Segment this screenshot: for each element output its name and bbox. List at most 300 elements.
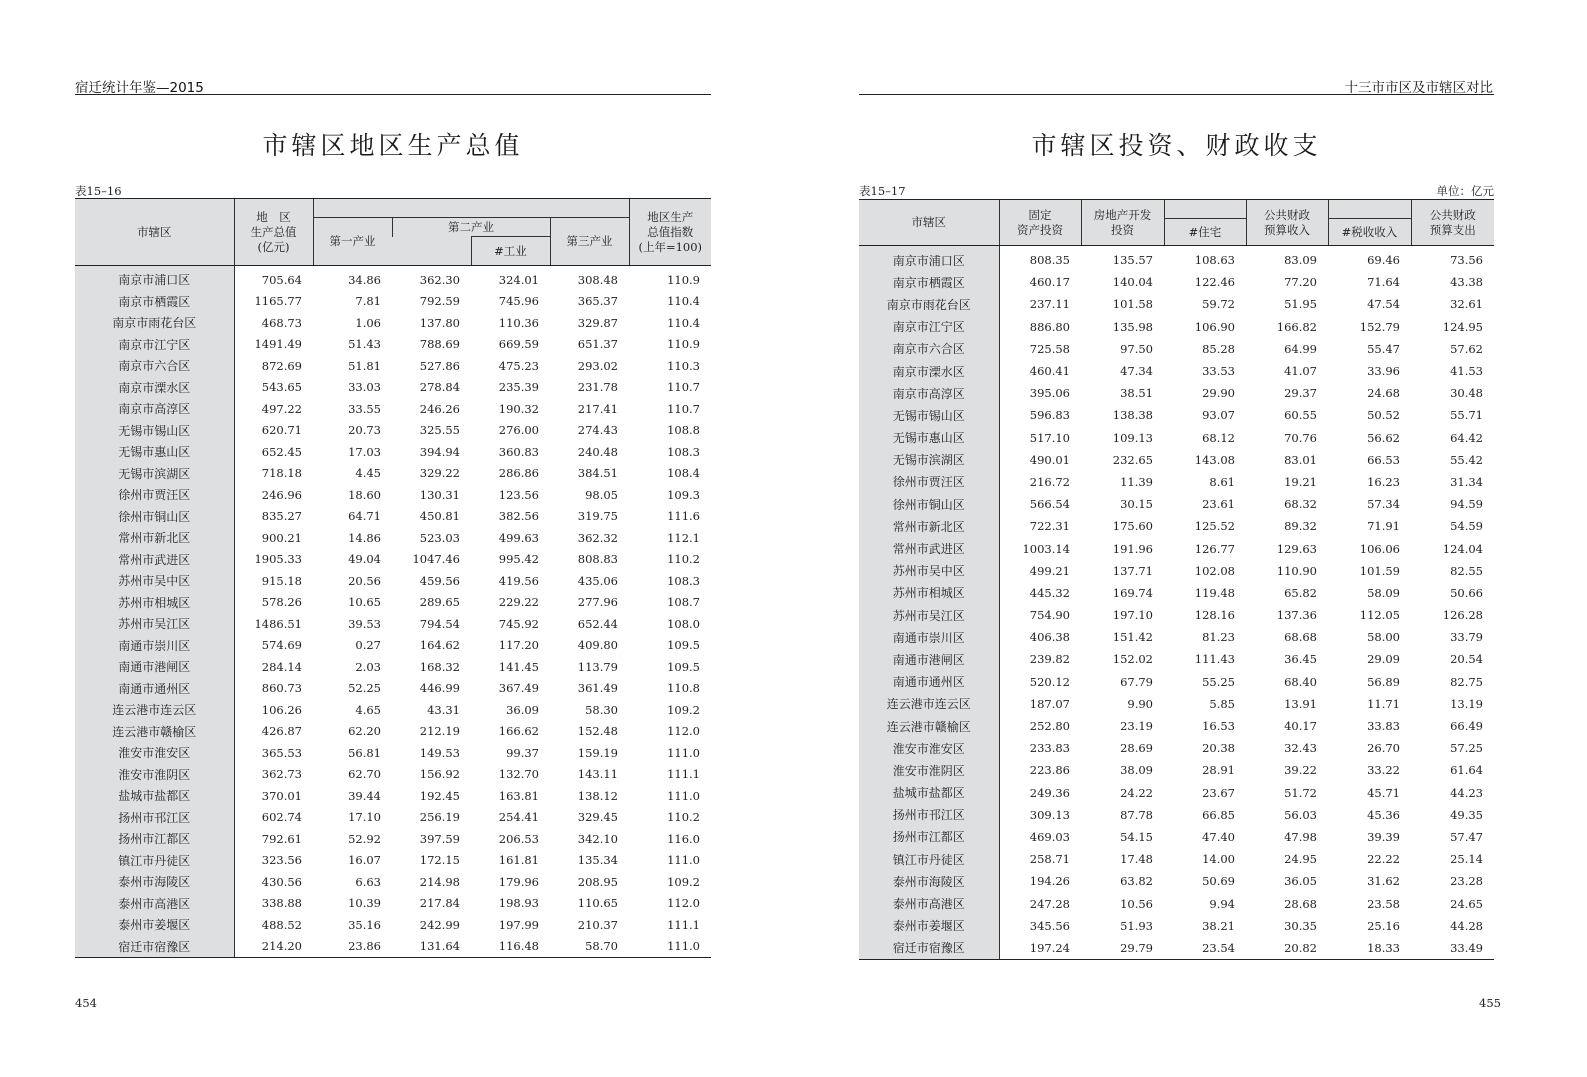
value-cell: 497.22	[261, 401, 302, 416]
value-cell: 159.19	[577, 745, 618, 760]
district-name: 宿迁市宿豫区	[75, 936, 234, 958]
district-name: 连云港市赣榆区	[75, 721, 234, 743]
value-cell: 995.42	[498, 552, 539, 567]
value-cell: 56.89	[1367, 674, 1400, 689]
value-cell: 338.88	[261, 896, 302, 911]
value-cell: 143.11	[577, 767, 618, 782]
value-cell: 56.03	[1284, 807, 1317, 822]
district-name: 泰州市高港区	[75, 893, 234, 915]
value-cell: 395.06	[1029, 386, 1070, 401]
value-cell: 47.54	[1367, 297, 1400, 312]
table-row	[859, 427, 1494, 449]
value-cell: 52.92	[348, 831, 381, 846]
value-cell: 168.32	[419, 659, 460, 674]
value-cell: 82.55	[1450, 563, 1483, 578]
value-cell: 10.39	[348, 896, 381, 911]
table-row	[859, 848, 1494, 870]
value-cell: 23.54	[1164, 937, 1246, 960]
header-residential-spacer	[1164, 200, 1246, 219]
value-cell: 277.96	[577, 595, 618, 610]
district-name: 南京市高淳区	[75, 398, 234, 420]
value-cell: 11.39	[1120, 474, 1153, 489]
value-cell: 543.65	[261, 380, 302, 395]
value-cell: 240.48	[577, 444, 618, 459]
value-cell: 596.83	[1029, 408, 1070, 423]
value-cell: 745.92	[498, 616, 539, 631]
value-cell: 289.65	[419, 595, 460, 610]
value-cell: 138.12	[577, 788, 618, 803]
table-row	[75, 807, 711, 829]
value-cell: 362.30	[419, 272, 460, 287]
value-cell: 319.75	[577, 509, 618, 524]
page-title-left: 市辖区地区生产总值	[262, 131, 524, 160]
header-revenue: 公共财政 预算收入	[1246, 200, 1328, 246]
value-cell: 54.15	[1120, 829, 1153, 844]
table-row	[859, 382, 1494, 404]
value-cell: 435.06	[577, 573, 618, 588]
value-cell: 14.00	[1202, 852, 1235, 867]
district-name: 南京市浦口区	[75, 269, 234, 291]
value-cell: 247.28	[1029, 896, 1070, 911]
value-cell: 468.73	[261, 315, 302, 330]
district-name: 淮安市淮安区	[75, 742, 234, 764]
value-cell: 566.54	[1029, 497, 1070, 512]
value-cell: 47.40	[1202, 829, 1235, 844]
value-cell: 30.15	[1120, 497, 1153, 512]
value-cell: 45.71	[1367, 785, 1400, 800]
table-row	[859, 582, 1494, 604]
district-name: 苏州市相城区	[859, 582, 999, 604]
value-cell: 32.43	[1284, 741, 1317, 756]
value-cell: 130.31	[419, 487, 460, 502]
table-row	[75, 764, 711, 786]
value-cell: 94.59	[1450, 497, 1483, 512]
district-name: 南京市江宁区	[859, 316, 999, 338]
district-name: 淮安市淮阴区	[75, 764, 234, 786]
value-cell: 33.22	[1367, 763, 1400, 778]
table-row	[75, 721, 711, 743]
value-cell: 360.83	[498, 444, 539, 459]
value-cell: 38.51	[1120, 386, 1153, 401]
value-cell: 108.0	[667, 616, 700, 631]
value-cell: 198.93	[498, 896, 539, 911]
value-cell: 1165.77	[254, 294, 302, 309]
value-cell: 110.4	[667, 315, 700, 330]
value-cell: 35.16	[348, 917, 381, 932]
value-cell: 430.56	[261, 874, 302, 889]
value-cell: 329.45	[577, 810, 618, 825]
value-cell: 163.81	[498, 788, 539, 803]
value-cell: 574.69	[261, 638, 302, 653]
value-cell: 39.22	[1284, 763, 1317, 778]
table-row	[859, 360, 1494, 382]
value-cell: 140.04	[1112, 275, 1153, 290]
value-cell: 33.96	[1367, 364, 1400, 379]
value-cell: 131.64	[392, 936, 471, 958]
value-cell: 108.4	[667, 466, 700, 481]
value-cell: 5.85	[1209, 696, 1235, 711]
value-cell: 64.42	[1450, 430, 1483, 445]
district-name: 连云港市连云区	[859, 693, 999, 715]
table-row	[75, 441, 711, 463]
page-title-right: 市辖区投资、财政收支	[1031, 131, 1322, 160]
table-row	[75, 398, 711, 420]
table-row	[75, 635, 711, 657]
value-cell: 123.56	[498, 487, 539, 502]
district-name: 南京市溧水区	[859, 360, 999, 382]
value-cell: 47.98	[1284, 829, 1317, 844]
table-row	[859, 515, 1494, 537]
value-cell: 49.35	[1450, 807, 1483, 822]
value-cell: 51.81	[348, 358, 381, 373]
value-cell: 106.90	[1194, 319, 1235, 334]
value-cell: 33.55	[348, 401, 381, 416]
value-cell: 187.07	[1029, 696, 1070, 711]
value-cell: 129.63	[1276, 541, 1317, 556]
district-name: 南京市江宁区	[75, 334, 234, 356]
table-row	[75, 656, 711, 678]
value-cell: 152.79	[1359, 319, 1400, 334]
value-cell: 39.53	[348, 616, 381, 631]
district-name: 无锡市锡山区	[75, 420, 234, 442]
value-cell: 41.07	[1284, 364, 1317, 379]
value-cell: 620.71	[261, 423, 302, 438]
value-cell: 45.36	[1367, 807, 1400, 822]
value-cell: 9.90	[1127, 696, 1153, 711]
value-cell: 13.19	[1450, 696, 1483, 711]
value-cell: 101.59	[1359, 563, 1400, 578]
header-tax-spacer	[1328, 200, 1411, 219]
value-cell: 71.91	[1367, 519, 1400, 534]
table-row	[859, 892, 1494, 914]
value-cell: 1905.33	[254, 552, 302, 567]
value-cell: 278.84	[419, 380, 460, 395]
value-cell: 29.79	[1081, 937, 1164, 960]
value-cell: 8.61	[1209, 474, 1235, 489]
value-cell: 112.0	[667, 724, 700, 739]
value-cell: 33.49	[1411, 937, 1494, 960]
value-cell: 651.37	[577, 337, 618, 352]
value-cell: 20.56	[348, 573, 381, 588]
value-cell: 722.31	[1029, 519, 1070, 534]
value-cell: 85.28	[1202, 341, 1235, 356]
value-cell: 166.62	[498, 724, 539, 739]
table-row	[859, 826, 1494, 848]
value-cell: 459.56	[419, 573, 460, 588]
value-cell: 23.28	[1450, 874, 1483, 889]
value-cell: 126.28	[1442, 608, 1483, 623]
running-head-left: 宿迁统计年鉴—2015	[75, 80, 204, 96]
value-cell: 143.08	[1194, 452, 1235, 467]
value-cell: 20.54	[1450, 652, 1483, 667]
value-cell: 488.52	[261, 917, 302, 932]
value-cell: 41.53	[1450, 364, 1483, 379]
value-cell: 138.38	[1112, 408, 1153, 423]
value-cell: 860.73	[261, 681, 302, 696]
value-cell: 214.20	[234, 936, 313, 958]
value-cell: 166.82	[1276, 319, 1317, 334]
table-row	[859, 560, 1494, 582]
value-cell: 1491.49	[254, 337, 302, 352]
value-cell: 169.74	[1112, 585, 1153, 600]
value-cell: 141.45	[498, 659, 539, 674]
district-name: 扬州市江都区	[859, 826, 999, 848]
value-cell: 24.22	[1120, 785, 1153, 800]
header-fixed-investment: 固定 资产投资	[999, 200, 1081, 246]
district-name: 无锡市锡山区	[859, 404, 999, 426]
value-cell: 111.6	[667, 509, 700, 524]
district-name: 无锡市惠山区	[75, 441, 234, 463]
table-row	[75, 269, 711, 291]
value-cell: 23.86	[313, 936, 392, 958]
value-cell: 66.53	[1367, 452, 1400, 467]
table-row	[75, 355, 711, 377]
value-cell: 56.62	[1367, 430, 1400, 445]
value-cell: 132.70	[498, 767, 539, 782]
value-cell: 149.53	[419, 745, 460, 760]
district-name: 徐州市铜山区	[75, 506, 234, 528]
table-row	[75, 742, 711, 764]
value-cell: 29.37	[1284, 386, 1317, 401]
value-cell: 152.02	[1112, 652, 1153, 667]
value-cell: 43.31	[427, 702, 460, 717]
value-cell: 179.96	[498, 874, 539, 889]
value-cell: 11.71	[1367, 696, 1400, 711]
value-cell: 60.55	[1284, 408, 1317, 423]
value-cell: 135.57	[1112, 253, 1153, 268]
value-cell: 39.44	[348, 788, 381, 803]
table-row	[75, 678, 711, 700]
value-cell: 309.13	[1029, 807, 1070, 822]
value-cell: 217.84	[419, 896, 460, 911]
value-cell: 13.91	[1284, 696, 1317, 711]
value-cell: 99.37	[506, 745, 539, 760]
value-cell: 325.55	[419, 423, 460, 438]
value-cell: 111.0	[629, 936, 711, 958]
value-cell: 110.9	[667, 337, 700, 352]
value-cell: 365.53	[261, 745, 302, 760]
value-cell: 517.10	[1029, 430, 1070, 445]
value-cell: 235.39	[498, 380, 539, 395]
value-cell: 110.3	[667, 358, 700, 373]
district-name: 南通市通州区	[859, 671, 999, 693]
value-cell: 108.63	[1194, 253, 1235, 268]
value-cell: 426.87	[261, 724, 302, 739]
table-row	[859, 493, 1494, 515]
value-cell: 57.62	[1450, 341, 1483, 356]
value-cell: 6.63	[355, 874, 381, 889]
value-cell: 156.92	[419, 767, 460, 782]
district-name: 常州市武进区	[75, 549, 234, 571]
value-cell: 109.13	[1112, 430, 1153, 445]
value-cell: 214.98	[419, 874, 460, 889]
table-row	[75, 312, 711, 334]
value-cell: 57.25	[1450, 741, 1483, 756]
value-cell: 55.25	[1202, 674, 1235, 689]
district-name: 南京市栖霞区	[75, 291, 234, 313]
value-cell: 33.79	[1450, 630, 1483, 645]
value-cell: 286.86	[498, 466, 539, 481]
value-cell: 24.68	[1367, 386, 1400, 401]
value-cell: 110.7	[667, 380, 700, 395]
value-cell: 83.09	[1284, 253, 1317, 268]
value-cell: 110.90	[1276, 563, 1317, 578]
value-cell: 63.82	[1120, 874, 1153, 889]
table-row	[75, 549, 711, 571]
value-cell: 36.05	[1284, 874, 1317, 889]
district-name: 南京市栖霞区	[859, 271, 999, 293]
table-row	[859, 404, 1494, 426]
value-cell: 62.20	[348, 724, 381, 739]
value-cell: 44.23	[1450, 785, 1483, 800]
value-cell: 669.59	[498, 337, 539, 352]
value-cell: 210.37	[577, 917, 618, 932]
value-cell: 361.49	[577, 681, 618, 696]
value-cell: 754.90	[1029, 608, 1070, 623]
value-cell: 34.86	[348, 272, 381, 287]
table-row	[859, 915, 1494, 937]
table-row	[859, 626, 1494, 648]
value-cell: 397.59	[419, 831, 460, 846]
header-primary: 第一产业	[313, 218, 392, 266]
district-name: 连云港市连云区	[75, 699, 234, 721]
district-name: 徐州市铜山区	[859, 493, 999, 515]
value-cell: 274.43	[577, 423, 618, 438]
table-row	[75, 570, 711, 592]
value-cell: 208.95	[577, 874, 618, 889]
value-cell: 808.35	[1029, 253, 1070, 268]
value-cell: 25.16	[1367, 918, 1400, 933]
district-name: 南京市溧水区	[75, 377, 234, 399]
value-cell: 308.48	[577, 272, 618, 287]
value-cell: 116.48	[471, 936, 550, 958]
value-cell: 249.36	[1029, 785, 1070, 800]
value-cell: 68.40	[1284, 674, 1317, 689]
value-cell: 362.73	[261, 767, 302, 782]
value-cell: 111.1	[667, 917, 700, 932]
value-cell: 172.15	[419, 853, 460, 868]
district-name: 盐城市盐都区	[859, 782, 999, 804]
value-cell: 108.3	[667, 444, 700, 459]
table-row	[75, 484, 711, 506]
table-row	[859, 471, 1494, 493]
value-cell: 26.70	[1367, 741, 1400, 756]
value-cell: 16.53	[1202, 719, 1235, 734]
value-cell: 792.61	[261, 831, 302, 846]
table-row	[859, 271, 1494, 293]
value-cell: 68.32	[1284, 497, 1317, 512]
value-cell: 69.46	[1367, 253, 1400, 268]
page-number-right: 455	[1479, 996, 1501, 1010]
value-cell: 239.82	[1029, 652, 1070, 667]
value-cell: 135.34	[577, 853, 618, 868]
value-cell: 64.99	[1284, 341, 1317, 356]
value-cell: 110.65	[577, 896, 618, 911]
district-name: 镇江市丹徒区	[859, 848, 999, 870]
value-cell: 49.04	[348, 552, 381, 567]
value-cell: 17.48	[1120, 852, 1153, 867]
value-cell: 324.01	[498, 272, 539, 287]
value-cell: 9.94	[1209, 896, 1235, 911]
value-cell: 47.34	[1120, 364, 1153, 379]
gdp-table	[75, 198, 711, 958]
value-cell: 52.25	[348, 681, 381, 696]
value-cell: 29.90	[1202, 386, 1235, 401]
value-cell: 345.56	[1029, 918, 1070, 933]
value-cell: 58.09	[1367, 585, 1400, 600]
value-cell: 384.51	[577, 466, 618, 481]
value-cell: 51.95	[1284, 297, 1317, 312]
value-cell: 122.46	[1194, 275, 1235, 290]
value-cell: 51.43	[348, 337, 381, 352]
value-cell: 119.48	[1194, 585, 1235, 600]
value-cell: 44.28	[1450, 918, 1483, 933]
value-cell: 50.52	[1367, 408, 1400, 423]
table-row	[75, 592, 711, 614]
value-cell: 578.26	[261, 595, 302, 610]
value-cell: 30.35	[1284, 918, 1317, 933]
investment-finance-table-body	[859, 246, 1494, 960]
value-cell: 40.17	[1284, 719, 1317, 734]
district-name: 南通市崇川区	[859, 626, 999, 648]
value-cell: 17.03	[348, 444, 381, 459]
table-row	[859, 648, 1494, 670]
value-cell: 109.2	[667, 874, 700, 889]
table-row	[859, 671, 1494, 693]
value-cell: 1486.51	[254, 616, 302, 631]
table-row	[75, 893, 711, 915]
table-row	[75, 506, 711, 528]
value-cell: 460.17	[1029, 275, 1070, 290]
district-name: 南通市港闸区	[859, 648, 999, 670]
value-cell: 55.71	[1450, 408, 1483, 423]
value-cell: 109.2	[667, 702, 700, 717]
district-name: 泰州市海陵区	[75, 871, 234, 893]
value-cell: 446.99	[419, 681, 460, 696]
value-cell: 161.81	[498, 853, 539, 868]
value-cell: 23.19	[1120, 719, 1153, 734]
district-name: 南京市高淳区	[859, 382, 999, 404]
district-name: 泰州市姜堰区	[859, 915, 999, 937]
value-cell: 370.01	[261, 788, 302, 803]
value-cell: 900.21	[261, 530, 302, 545]
value-cell: 499.21	[1029, 563, 1070, 578]
value-cell: 112.1	[667, 530, 700, 545]
value-cell: 323.56	[261, 853, 302, 868]
district-name: 南通市通州区	[75, 678, 234, 700]
district-name: 扬州市江都区	[75, 828, 234, 850]
value-cell: 101.58	[1112, 297, 1153, 312]
value-cell: 73.56	[1450, 253, 1483, 268]
value-cell: 191.96	[1112, 541, 1153, 556]
value-cell: 475.23	[498, 358, 539, 373]
value-cell: 51.72	[1284, 785, 1317, 800]
value-cell: 102.08	[1194, 563, 1235, 578]
value-cell: 39.39	[1367, 829, 1400, 844]
district-name: 淮安市淮阴区	[859, 759, 999, 781]
value-cell: 29.09	[1367, 652, 1400, 667]
value-cell: 190.32	[498, 401, 539, 416]
value-cell: 19.21	[1284, 474, 1317, 489]
value-cell: 18.60	[348, 487, 381, 502]
header-industry: #工业	[471, 237, 550, 266]
table-row	[859, 782, 1494, 804]
table-row	[859, 693, 1494, 715]
value-cell: 43.38	[1450, 275, 1483, 290]
value-cell: 28.69	[1120, 741, 1153, 756]
value-cell: 28.91	[1202, 763, 1235, 778]
header-expenditure: 公共财政 预算支出	[1411, 200, 1494, 246]
